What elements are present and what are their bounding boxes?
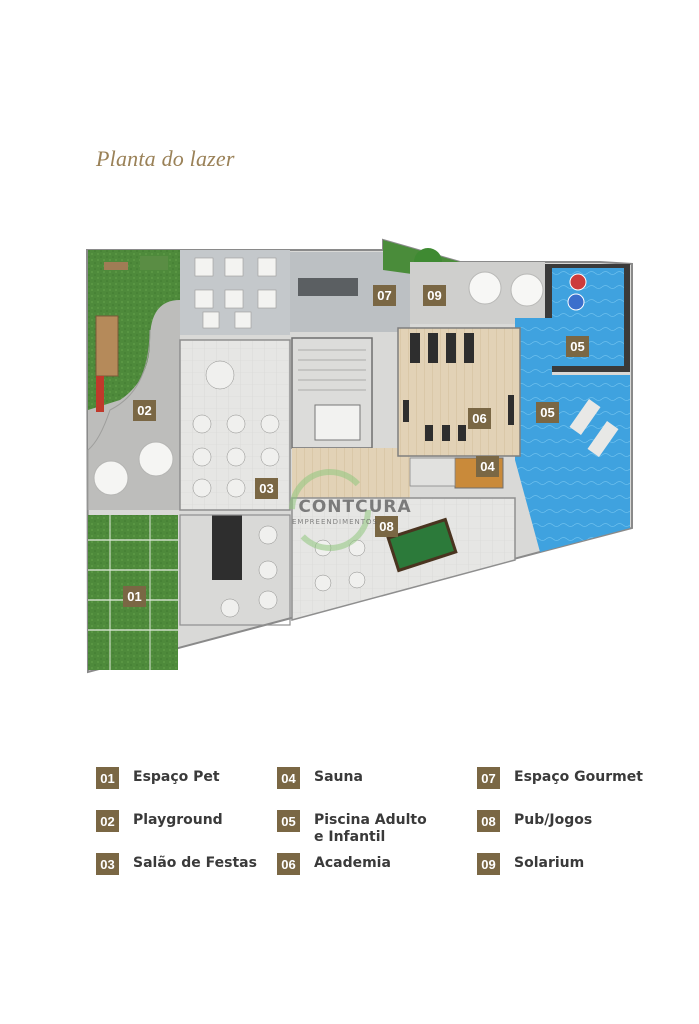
legend-num: 08 (477, 810, 500, 832)
legend-label: Solarium (514, 855, 585, 871)
legend-label: Salão de Festas (133, 855, 257, 871)
svg-text:06: 06 (472, 411, 487, 426)
plan-tag-01 (123, 586, 146, 607)
umbrella (94, 461, 128, 495)
legend-num: 01 (96, 767, 119, 789)
play-structure (96, 316, 118, 376)
legend-num: 05 (277, 810, 300, 832)
plan-tag-09 (423, 285, 446, 306)
watermark-sub: EMPREENDIMENTOS (291, 518, 379, 526)
legend-label: Sauna (314, 769, 363, 785)
legend-num: 04 (277, 767, 300, 789)
page-title: Planta do lazer (96, 146, 235, 171)
hall (292, 448, 410, 498)
legend-num: 06 (277, 853, 300, 875)
legend-num: 07 (477, 767, 500, 789)
legend-label: Academia (314, 855, 391, 871)
plan-tag-04 (476, 456, 499, 477)
bar-counter (212, 515, 242, 580)
svg-text:03: 03 (259, 481, 274, 496)
svg-text:08: 08 (379, 519, 394, 534)
legend-num: 03 (96, 853, 119, 875)
watermark-brand: CONTCURA (298, 497, 412, 517)
svg-text:05: 05 (570, 339, 585, 354)
plan-tag-05-kids (566, 336, 589, 357)
svg-text:01: 01 (127, 589, 142, 604)
legend-label: Playground (133, 812, 223, 828)
svg-text:04: 04 (480, 459, 495, 474)
legend-num: 09 (477, 853, 500, 875)
legend-label: Pub/Jogos (514, 812, 593, 828)
legend-num: 02 (96, 810, 119, 832)
svg-text:05: 05 (540, 405, 555, 420)
svg-text:07: 07 (377, 288, 392, 303)
legend-label: Espaço Pet (133, 769, 220, 785)
svg-text:02: 02 (137, 403, 152, 418)
plan-tag-02 (133, 400, 156, 421)
plan-tag-08 (375, 516, 398, 537)
plan-tag-03 (255, 478, 278, 499)
plan-tag-05-adult (536, 402, 559, 423)
umbrella (139, 442, 173, 476)
plan-tag-07 (373, 285, 396, 306)
svg-text:09: 09 (427, 288, 442, 303)
legend-label: Espaço Gourmet (514, 769, 643, 785)
legend-label: Piscina Adulto e Infantil (314, 812, 427, 845)
plan-tag-06 (468, 408, 491, 429)
